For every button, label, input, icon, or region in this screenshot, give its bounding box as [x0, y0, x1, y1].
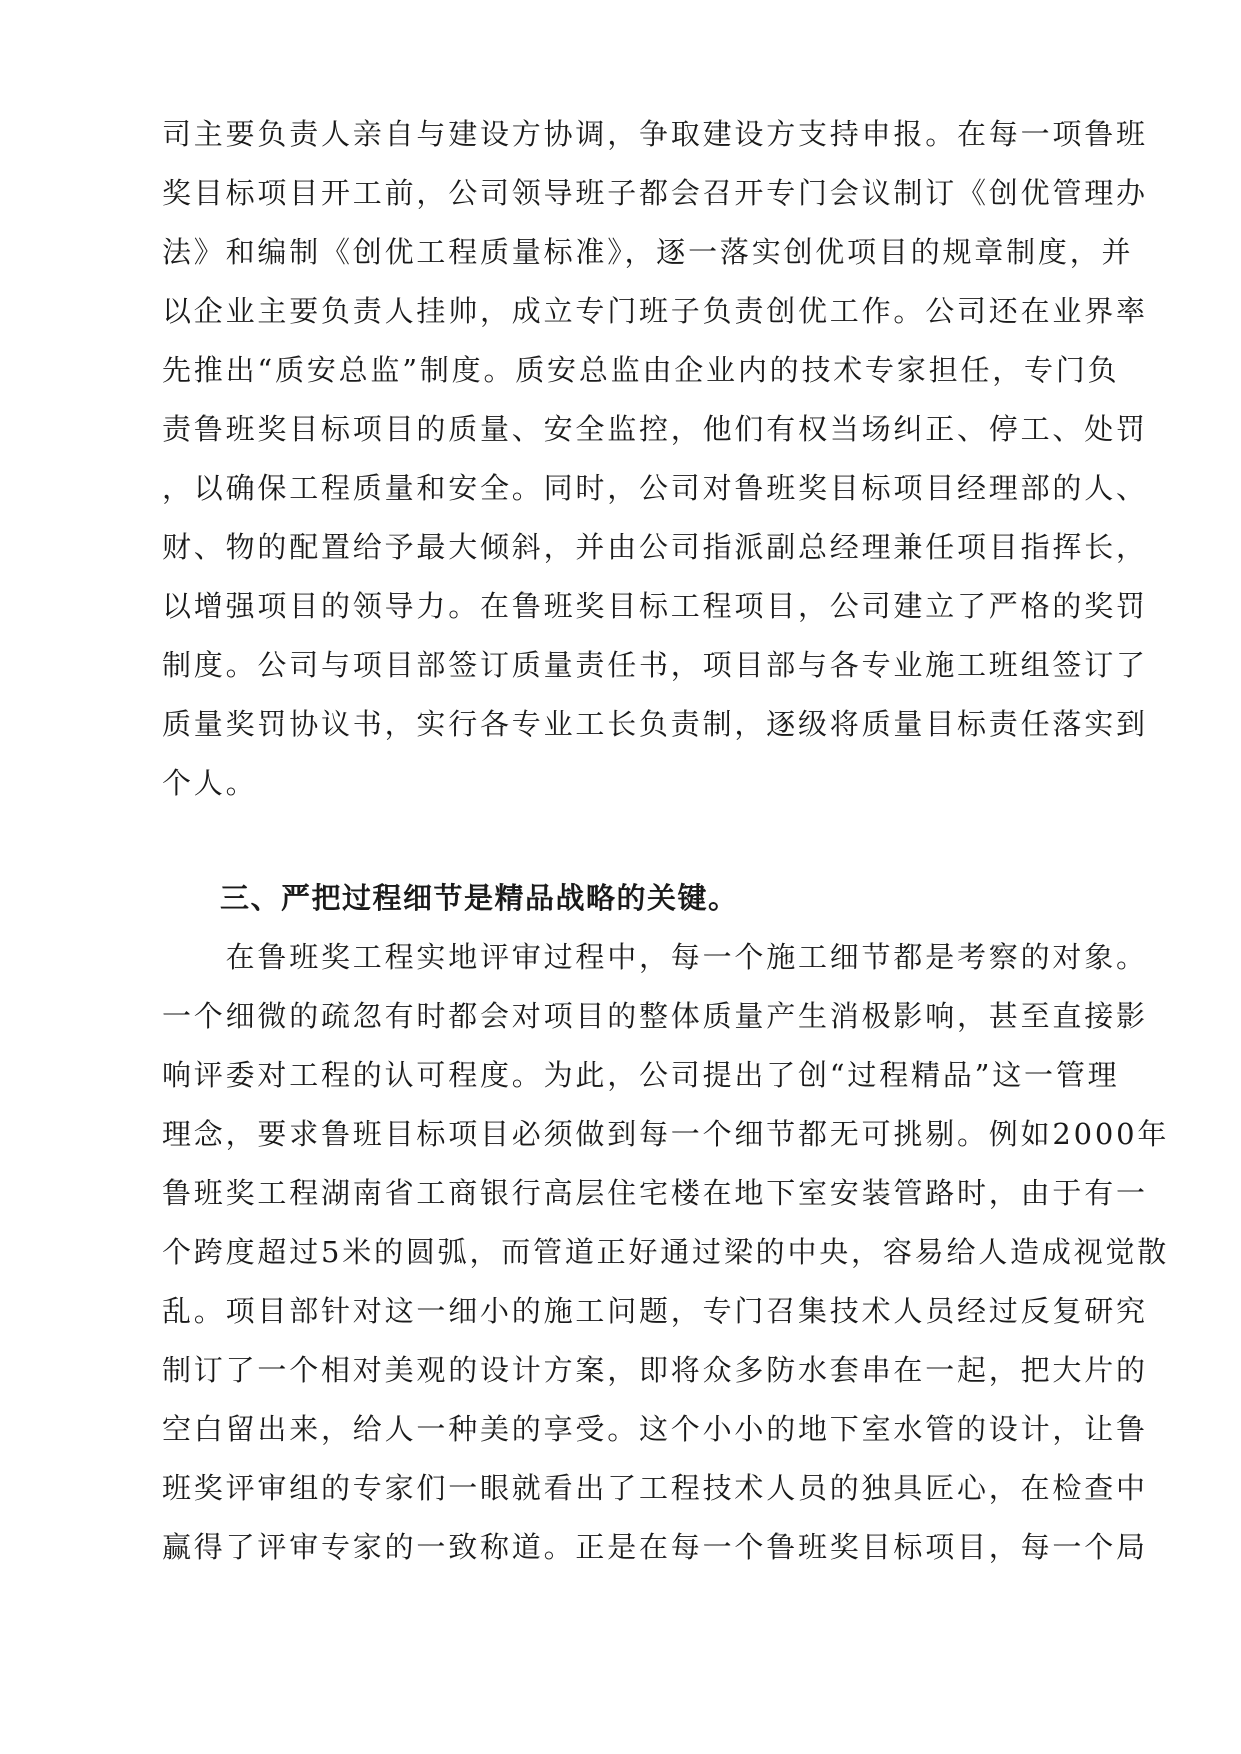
paragraph-line: 奖目标项目开工前，公司领导班子都会召开专门会议制订《创优管理办 [162, 176, 1148, 210]
paragraph-line: 司主要负责人亲自与建设方协调，争取建设方支持申报。在每一项鲁班 [162, 117, 1148, 151]
paragraph-line: 理念，要求鲁班目标项目必须做到每一个细节都无可挑剔。例如2000年 [162, 1117, 1170, 1151]
paragraph-line: 责鲁班奖目标项目的质量、安全监控，他们有权当场纠正、停工、处罚 [162, 412, 1148, 446]
paragraph-line: 赢得了评审专家的一致称道。正是在每一个鲁班奖目标项目，每一个局 [162, 1530, 1148, 1564]
paragraph-line: 先推出“质安总监”制度。质安总监由企业内的技术专家担任，专门负 [162, 353, 1120, 387]
section-heading: 三、严把过程细节是精品战略的关键。 [220, 881, 739, 915]
paragraph-line: 法》和编制《创优工程质量标准》，逐一落实创优项目的规章制度，并 [162, 235, 1134, 269]
paragraph-line: 个人。 [162, 766, 258, 800]
paragraph-line: 乱。项目部针对这一细小的施工问题，专门召集技术人员经过反复研究 [162, 1294, 1148, 1328]
paragraph-line: 在鲁班奖工程实地评审过程中，每一个施工细节都是考察的对象。 [162, 940, 1148, 974]
paragraph-line: 一个细微的疏忽有时都会对项目的整体质量产生消极影响，甚至直接影 [162, 999, 1148, 1033]
paragraph-line: 制度。公司与项目部签订质量责任书，项目部与各专业施工班组签订了 [162, 648, 1148, 682]
paragraph-line: 制订了一个相对美观的设计方案，即将众多防水套串在一起，把大片的 [162, 1353, 1148, 1387]
paragraph-line: 空白留出来，给人一种美的享受。这个小小的地下室水管的设计，让鲁 [162, 1412, 1148, 1446]
paragraph-line: 以增强项目的领导力。在鲁班奖目标工程项目，公司建立了严格的奖罚 [162, 589, 1148, 623]
paragraph-line: ，以确保工程质量和安全。同时，公司对鲁班奖目标项目经理部的人、 [162, 471, 1148, 505]
paragraph-line: 个跨度超过5米的圆弧，而管道正好通过梁的中央，容易给人造成视觉散 [162, 1235, 1170, 1269]
paragraph-line: 鲁班奖工程湖南省工商银行高层住宅楼在地下室安装管路时，由于有一 [162, 1176, 1148, 1210]
paragraph-line: 响评委对工程的认可程度。为此，公司提出了创“过程精品”这一管理 [162, 1058, 1120, 1092]
paragraph-line: 以企业主要负责人挂帅，成立专门班子负责创优工作。公司还在业界率 [162, 294, 1148, 328]
paragraph-line: 质量奖罚协议书，实行各专业工长负责制，逐级将质量目标责任落实到 [162, 707, 1148, 741]
paragraph-line: 班奖评审组的专家们一眼就看出了工程技术人员的独具匠心，在检查中 [162, 1471, 1148, 1505]
paragraph-line: 财、物的配置给予最大倾斜，并由公司指派副总经理兼任项目指挥长， [162, 530, 1148, 564]
